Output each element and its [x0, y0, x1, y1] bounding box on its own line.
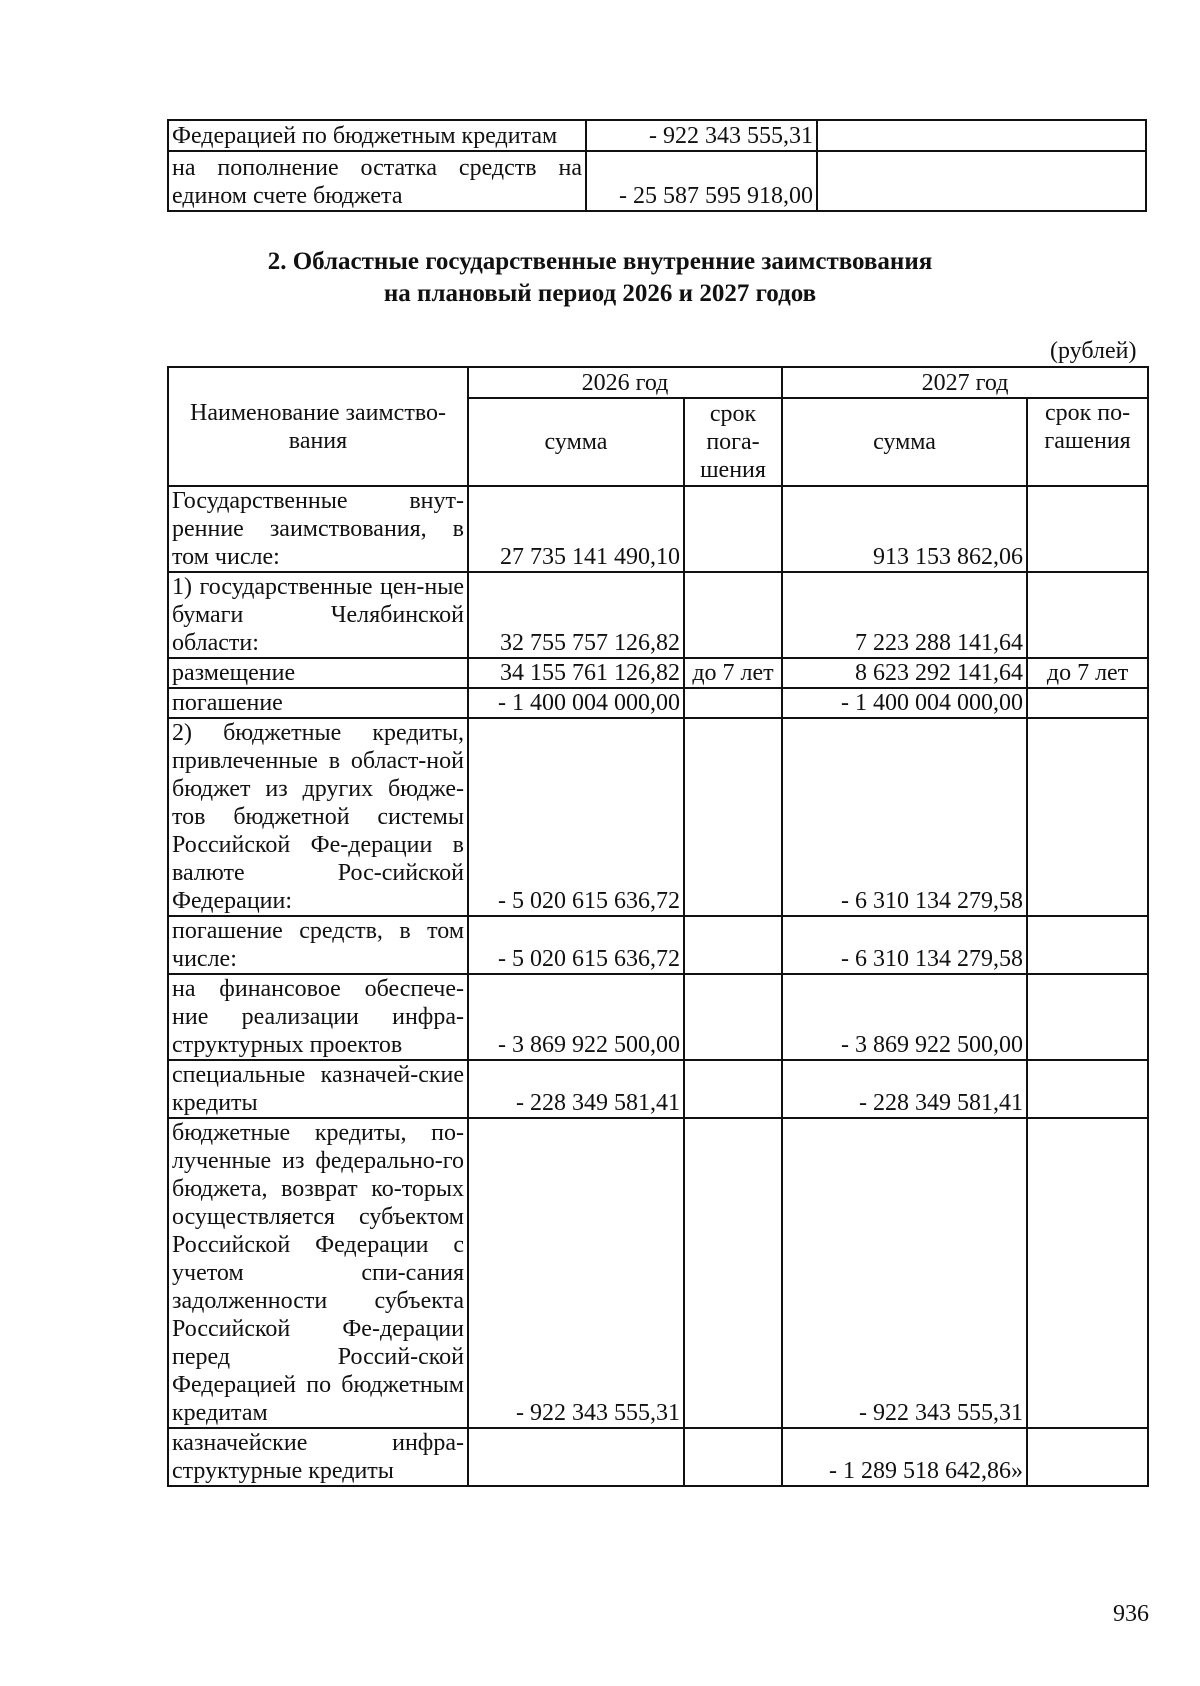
unit-label: (рублей) — [1050, 338, 1137, 364]
row-sum-2027: 913 153 862,06 — [782, 486, 1027, 572]
table-row — [168, 486, 1148, 572]
borrowings-table — [167, 366, 1149, 1487]
row-term-2026 — [684, 1118, 782, 1428]
section-title-line2: на плановый период 2026 и 2027 годов — [383, 280, 817, 307]
row-term-2027 — [1027, 718, 1148, 916]
row-sum-2026: - 3 869 922 500,00 — [468, 974, 684, 1060]
row-term-2027 — [1027, 1428, 1148, 1486]
row-name: на финансовое обеспече-ние реализации инфра-структурных проектов — [168, 974, 468, 1060]
row-extra — [817, 120, 1146, 151]
table-row — [168, 658, 1148, 688]
table-row — [168, 151, 1146, 211]
row-sum-2026: - 922 343 555,31 — [468, 1118, 684, 1428]
row-sum-2026: 34 155 761 126,82 — [468, 658, 684, 688]
table-row — [168, 1428, 1148, 1486]
row-name: бюджетные кредиты, по-лученные из федерально-го бюджета, возврат ко-торых осуществляется субъектом Российской Федерации с учетом спи-сания задолженности субъекта Российской Фе-дерации перед Россий-ской Федерацией по бюджетным кредитам — [168, 1118, 468, 1428]
row-name: Государственные внут-ренние заимствования, в том числе: — [168, 486, 468, 572]
row-sum-2026: - 228 349 581,41 — [468, 1060, 684, 1118]
row-term-2027 — [1027, 1060, 1148, 1118]
table-row — [168, 916, 1148, 974]
row-name: 1) государственные цен-ные бумаги Челябинской области: — [168, 572, 468, 658]
row-sum-2026 — [468, 1428, 684, 1486]
row-name: размещение — [168, 658, 468, 688]
row-term-2026 — [684, 974, 782, 1060]
row-amount: - 25 587 595 918,00 — [586, 151, 817, 211]
header-term-2027: срок по-гашения — [1027, 398, 1148, 486]
row-sum-2026: - 1 400 004 000,00 — [468, 688, 684, 718]
row-name: специальные казначей-ские кредиты — [168, 1060, 468, 1118]
header-name: Наименование заимство-вания — [168, 367, 468, 486]
table-row — [168, 1060, 1148, 1118]
table-row — [168, 120, 1146, 151]
row-label: на пополнение остатка средств на едином счете бюджета — [168, 151, 586, 211]
row-term-2026 — [684, 486, 782, 572]
row-term-2027: до 7 лет — [1027, 658, 1148, 688]
row-term-2026: до 7 лет — [684, 658, 782, 688]
header-sum-2027: сумма — [782, 398, 1027, 486]
row-term-2027 — [1027, 688, 1148, 718]
table-row — [168, 974, 1148, 1060]
row-sum-2027: - 6 310 134 279,58 — [782, 718, 1027, 916]
row-name: погашение средств, в том числе: — [168, 916, 468, 974]
row-sum-2027: 8 623 292 141,64 — [782, 658, 1027, 688]
row-sum-2027: - 1 400 004 000,00 — [782, 688, 1027, 718]
row-extra — [817, 151, 1146, 211]
row-term-2027 — [1027, 1118, 1148, 1428]
header-year-2027: 2027 год — [782, 367, 1148, 398]
row-term-2026 — [684, 572, 782, 658]
table-row — [168, 718, 1148, 916]
row-term-2027 — [1027, 486, 1148, 572]
header-year-2026: 2026 год — [468, 367, 782, 398]
row-label: Федерацией по бюджетным кредитам — [168, 120, 586, 151]
page-number: 936 — [1113, 1601, 1149, 1627]
row-name: 2) бюджетные кредиты, привлеченные в област-ной бюджет из других бюдже-тов бюджетной системы Российской Фе-дерации в валюте Рос-сийской Федерации: — [168, 718, 468, 916]
row-sum-2026: - 5 020 615 636,72 — [468, 916, 684, 974]
row-sum-2027: - 3 869 922 500,00 — [782, 974, 1027, 1060]
header-sum-2026: сумма — [468, 398, 684, 486]
row-sum-2026: 27 735 141 490,10 — [468, 486, 684, 572]
table-row — [168, 688, 1148, 718]
row-sum-2027: - 922 343 555,31 — [782, 1118, 1027, 1428]
row-sum-2026: 32 755 757 126,82 — [468, 572, 684, 658]
row-term-2027 — [1027, 916, 1148, 974]
row-term-2027 — [1027, 572, 1148, 658]
continuation-table — [167, 119, 1147, 212]
table-row — [168, 572, 1148, 658]
header-row-years — [168, 367, 1148, 398]
row-term-2026 — [684, 916, 782, 974]
row-sum-2027: - 6 310 134 279,58 — [782, 916, 1027, 974]
row-amount: - 922 343 555,31 — [586, 120, 817, 151]
row-term-2026 — [684, 688, 782, 718]
row-name: казначейские инфра-структурные кредиты — [168, 1428, 468, 1486]
header-term-2026: срок пога-шения — [684, 398, 782, 486]
row-term-2027 — [1027, 974, 1148, 1060]
row-term-2026 — [684, 718, 782, 916]
section-title-line1: 2. Областные государственные внутренние заимствования — [267, 248, 933, 275]
row-name: погашение — [168, 688, 468, 718]
row-term-2026 — [684, 1060, 782, 1118]
row-sum-2027: - 228 349 581,41 — [782, 1060, 1027, 1118]
row-sum-2026: - 5 020 615 636,72 — [468, 718, 684, 916]
table-row — [168, 1118, 1148, 1428]
row-sum-2027: - 1 289 518 642,86» — [782, 1428, 1027, 1486]
row-sum-2027: 7 223 288 141,64 — [782, 572, 1027, 658]
row-term-2026 — [684, 1428, 782, 1486]
section-title — [0, 246, 1200, 310]
